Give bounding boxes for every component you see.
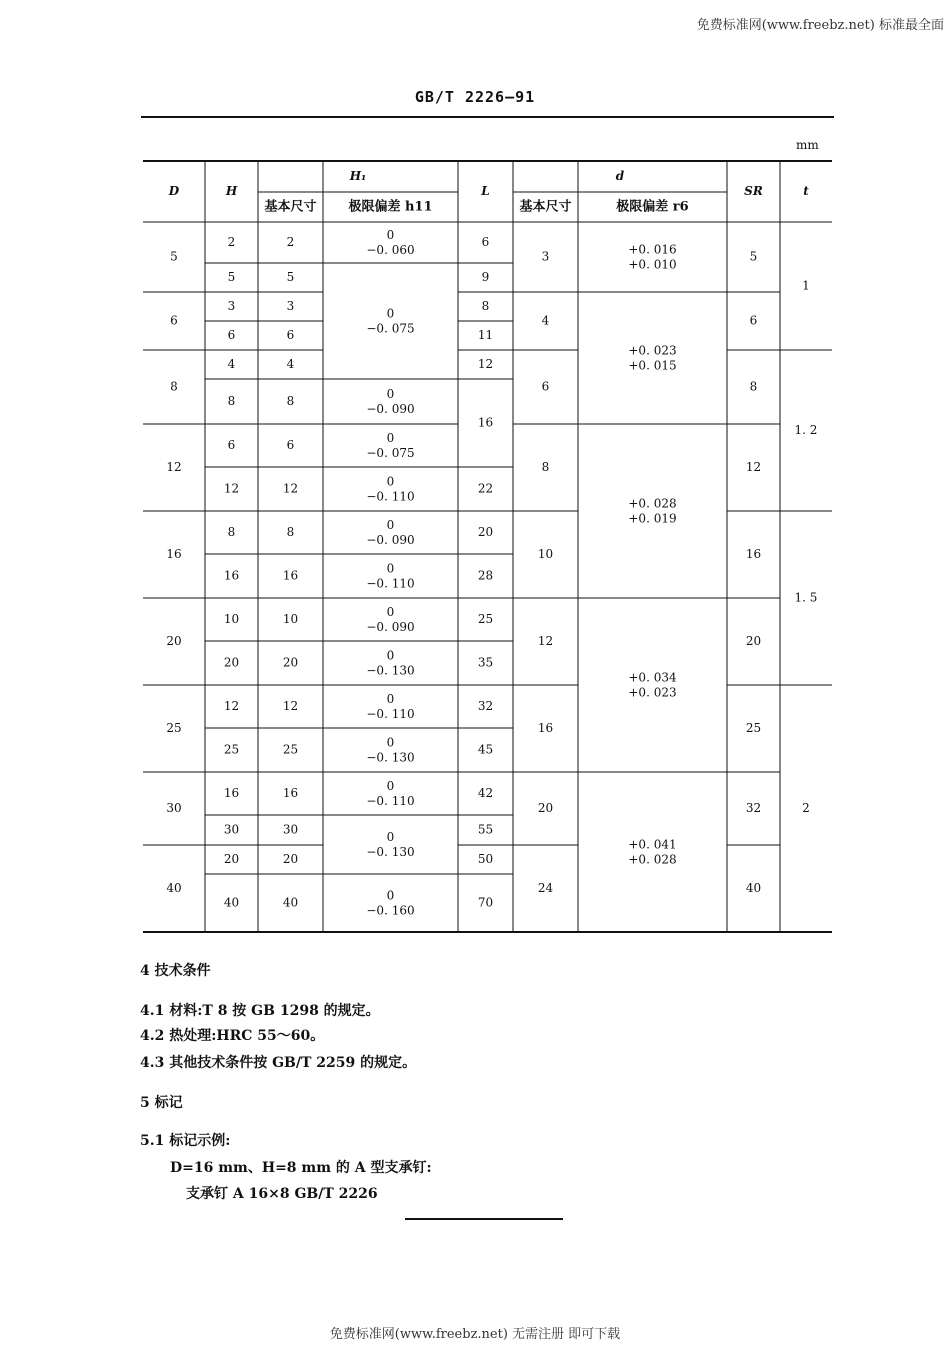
cell-H1-basic: 10 (282, 612, 299, 626)
cell-H: 3 (227, 299, 236, 313)
cell-H1-tolerance-lower: −0. 110 (366, 707, 415, 721)
cell-H: 20 (223, 655, 240, 670)
section-4-1: 4.1 材料:T 8 按 GB 1298 的规定。 (140, 1003, 380, 1019)
cell-SR: 16 (745, 547, 762, 561)
cell-H1-tolerance-lower: −0. 110 (366, 576, 415, 591)
cell-L: 16 (477, 415, 494, 430)
cell-H1-tolerance-lower: −0. 160 (366, 903, 415, 918)
cell-H1-tolerance-lower: −0. 130 (366, 845, 415, 859)
cell-t: 1. 2 (794, 423, 818, 437)
cell-H1-basic: 16 (282, 786, 299, 800)
cell-L: 22 (477, 481, 494, 496)
cell-H1-tolerance-lower: −0. 130 (366, 750, 415, 765)
unit-label: mm (796, 138, 819, 152)
cell-t: 1. 5 (794, 590, 818, 605)
cell-H1-basic: 3 (286, 299, 295, 313)
header-L: L (481, 184, 490, 198)
cell-d-tolerance-lower: +0. 019 (628, 511, 677, 526)
cell-H1-tolerance-lower: −0. 090 (366, 402, 415, 416)
cell-H: 16 (223, 786, 240, 800)
cell-L: 11 (477, 328, 494, 342)
section-4-title: 4 技术条件 (140, 963, 211, 979)
cell-d-tolerance-lower: +0. 010 (628, 257, 677, 272)
cell-d-tolerance-upper: +0. 041 (628, 837, 677, 852)
cell-d-basic: 4 (541, 313, 550, 328)
cell-H1-tolerance-upper: 0 (386, 888, 395, 903)
cell-D: 5 (170, 249, 178, 264)
cell-H1-tolerance-lower: −0. 110 (366, 489, 415, 504)
cell-d-tolerance-upper: +0. 034 (628, 670, 677, 685)
header-H1-basic: 基本尺寸 (264, 199, 317, 215)
cell-d-basic: 12 (537, 634, 554, 648)
cell-t: 1 (802, 278, 810, 293)
section-4-2: 4.2 热处理:HRC 55～60。 (140, 1028, 325, 1044)
standard-number: GB/T 2226—91 (414, 88, 536, 106)
cell-H1-basic: 8 (286, 394, 295, 408)
cell-H1-tolerance-lower: −0. 130 (366, 663, 415, 678)
cell-H1-tolerance-upper: 0 (386, 779, 395, 793)
section-5-1: 5.1 标记示例: (140, 1133, 231, 1149)
cell-d-basic: 6 (541, 379, 550, 394)
cell-H1-basic: 20 (282, 852, 299, 866)
cell-L: 45 (477, 742, 494, 757)
watermark-top: 免费标准网(www.freebz.net) 标准最全面 (696, 18, 944, 33)
header-SR: SR (744, 184, 763, 198)
cell-D: 8 (170, 379, 178, 394)
header-t: t (803, 184, 809, 198)
cell-H1-basic: 12 (282, 481, 299, 496)
cell-H1-tolerance-upper: 0 (386, 605, 395, 619)
header-H1: H₁ (349, 169, 367, 183)
cell-SR: 12 (745, 460, 762, 474)
end-rule (405, 1218, 563, 1220)
cell-L: 35 (477, 655, 494, 670)
cell-H: 30 (223, 822, 240, 837)
cell-d-tolerance-lower: +0. 023 (628, 685, 677, 700)
cell-t: 2 (802, 801, 810, 815)
header-d-basic: 基本尺寸 (519, 199, 572, 215)
cell-L: 32 (477, 699, 494, 713)
cell-H1-tolerance-upper: 0 (386, 387, 395, 401)
cell-H1-basic: 2 (286, 235, 295, 249)
cell-H: 8 (227, 525, 236, 539)
cell-d-basic: 16 (537, 721, 554, 735)
cell-H: 5 (227, 270, 236, 284)
cell-H: 2 (227, 235, 236, 249)
cell-H1-basic: 25 (282, 742, 299, 757)
cell-H: 12 (223, 481, 240, 496)
cell-H: 25 (223, 742, 240, 757)
section-4-3: 4.3 其他技术条件按 GB/T 2259 的规定。 (140, 1055, 417, 1071)
cell-L: 50 (477, 852, 494, 866)
cell-H: 6 (227, 328, 236, 342)
cell-D: 20 (166, 634, 182, 648)
cell-H1-tolerance-lower: −0. 090 (366, 533, 415, 547)
cell-H1-basic: 6 (286, 438, 295, 452)
cell-d-basic: 24 (537, 881, 554, 895)
cell-L: 6 (481, 235, 490, 249)
cell-SR: 20 (745, 634, 762, 648)
cell-d-tolerance-upper: +0. 028 (628, 496, 677, 511)
table-cells (166, 169, 817, 918)
cell-d-basic: 8 (541, 460, 550, 474)
cell-H: 12 (223, 699, 240, 713)
cell-H1-basic: 16 (282, 568, 299, 583)
cell-H1-tolerance-upper: 0 (386, 830, 395, 844)
cell-SR: 25 (745, 721, 762, 735)
cell-d-basic: 20 (537, 801, 554, 815)
cell-L: 8 (481, 299, 490, 313)
cell-H1-basic: 4 (286, 357, 295, 371)
cell-H: 40 (223, 895, 240, 910)
cell-SR: 6 (749, 313, 758, 328)
cell-L: 70 (477, 895, 494, 910)
cell-H1-basic: 5 (286, 270, 295, 284)
cell-L: 28 (477, 568, 494, 583)
cell-H1-basic: 20 (282, 655, 299, 670)
cell-D: 6 (170, 313, 178, 328)
cell-H1-tolerance-upper: 0 (386, 648, 395, 663)
cell-D: 16 (166, 547, 182, 561)
watermark-bottom: 免费标准网(www.freebz.net) 无需注册 即可下载 (329, 1327, 621, 1342)
cell-H: 10 (223, 612, 240, 626)
marking-example-condition: D=16 mm、H=8 mm 的 A 型支承钉: (170, 1160, 432, 1176)
cell-H: 6 (227, 438, 236, 452)
header-H1-tolerance: 极限偏差 h11 (348, 199, 433, 215)
cell-L: 9 (481, 270, 490, 284)
cell-d-basic: 3 (541, 249, 550, 264)
header-d-tolerance: 极限偏差 r6 (616, 199, 689, 215)
cell-L: 25 (477, 612, 494, 626)
marking-example: 支承钉 A 16×8 GB/T 2226 (186, 1186, 378, 1202)
cell-D: 25 (166, 721, 182, 735)
cell-L: 42 (477, 786, 494, 800)
header-d: d (615, 169, 625, 183)
cell-H1-basic: 40 (282, 895, 299, 910)
cell-H1-tolerance-upper: 0 (386, 431, 395, 445)
cell-SR: 40 (745, 881, 762, 895)
cell-H: 4 (227, 357, 236, 371)
cell-D: 12 (166, 460, 182, 474)
cell-H1-tolerance-upper: 0 (386, 306, 395, 321)
header-H: H (225, 184, 238, 198)
cell-H1-tolerance-upper: 0 (386, 692, 395, 706)
cell-H1-basic: 6 (286, 328, 295, 342)
cell-d-tolerance-lower: +0. 028 (628, 852, 677, 867)
cell-H1-tolerance-lower: −0. 110 (366, 794, 415, 808)
cell-H1-tolerance-upper: 0 (386, 228, 395, 242)
cell-H1-tolerance-lower: −0. 075 (366, 446, 415, 460)
cell-D: 30 (166, 801, 182, 815)
cell-H1-tolerance-lower: −0. 060 (366, 243, 415, 257)
cell-H1-basic: 12 (282, 699, 299, 713)
cell-L: 20 (477, 525, 494, 539)
cell-D: 40 (166, 881, 182, 895)
cell-H: 16 (223, 568, 240, 583)
cell-SR: 8 (749, 379, 758, 394)
cell-L: 55 (477, 822, 494, 837)
cell-H1-tolerance-lower: −0. 075 (366, 321, 415, 336)
cell-H1-tolerance-upper: 0 (386, 561, 395, 576)
cell-SR: 5 (749, 249, 758, 264)
cell-H1-basic: 30 (282, 822, 299, 837)
cell-H1-tolerance-upper: 0 (386, 735, 395, 750)
cell-H1-tolerance-lower: −0. 090 (366, 620, 415, 634)
cell-H1-basic: 8 (286, 525, 295, 539)
cell-H: 8 (227, 394, 236, 408)
cell-H: 20 (223, 852, 240, 866)
header-D: D (168, 184, 180, 198)
cell-d-basic: 10 (537, 547, 554, 561)
cell-d-tolerance-lower: +0. 015 (628, 358, 677, 373)
cell-H1-tolerance-upper: 0 (386, 474, 395, 489)
cell-d-tolerance-upper: +0. 023 (628, 343, 677, 358)
cell-SR: 32 (745, 801, 762, 815)
cell-d-tolerance-upper: +0. 016 (628, 242, 677, 257)
cell-L: 12 (477, 357, 494, 371)
cell-H1-tolerance-upper: 0 (386, 518, 395, 532)
section-5-title: 5 标记 (140, 1095, 183, 1111)
